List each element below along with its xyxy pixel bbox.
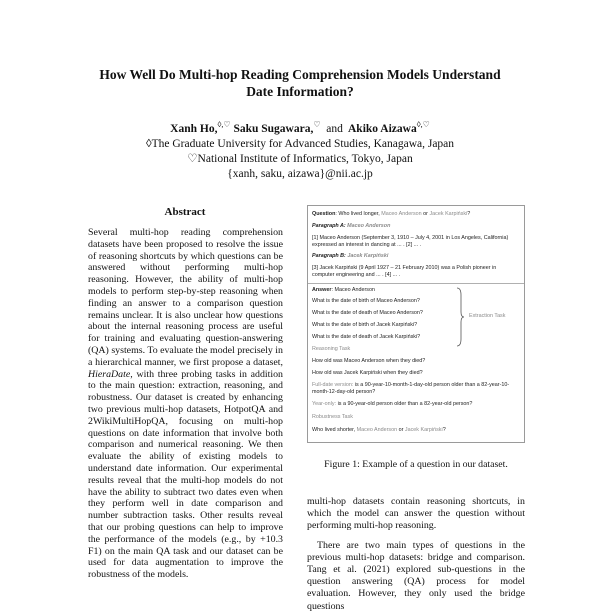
author-block bbox=[60, 117, 540, 182]
year-only-question: Year-only: is a 90-year-old person older than a 82-year-old person? bbox=[312, 401, 473, 407]
figure-paragraph-a-text: [1] Maceo Anderson (September 3, 1910 – July 4, 2001 in Los Angeles, California) expressed an interest in dancing at ... . [2] ... . bbox=[312, 235, 509, 249]
title-line-1: How Well Do Multi-hop Reading Comprehension Models Understand bbox=[99, 67, 501, 82]
body-paragraph-2: There are two main types of questions in the previous multi-hop datasets: bridge and comparison. Tang et al. (2021) explored sub-questions in the question answering (QA) process for model evaluation. However, they only used the bridge questions bbox=[307, 539, 525, 612]
robustness-task-label: Robustness Task bbox=[312, 414, 353, 420]
body-text-right bbox=[307, 496, 525, 613]
author-3: Akiko Aizawa bbox=[348, 122, 417, 135]
figure-answer: Answer: Maceo Anderson bbox=[312, 287, 375, 293]
reasoning-task-label: Reasoning Task bbox=[312, 346, 351, 352]
author-3-affil: ◊,♡ bbox=[416, 120, 430, 129]
reasoning-question-2: How old was Jacek Karpiński when they died? bbox=[312, 370, 423, 376]
reasoning-question-1: How old was Maceo Anderson when they died? bbox=[312, 358, 426, 364]
author-names bbox=[60, 117, 540, 137]
extraction-question-4: What is the date of death of Jacek Karpiński? bbox=[312, 334, 421, 340]
figure-question: Question: Who lived longer, Maceo Anderson or Jacek Karpiński? bbox=[312, 211, 471, 217]
full-date-question: Full-date version: is a 90-year-10-month-1-day-old person older than a 82-year-10-month-12-day-old person? bbox=[312, 382, 510, 396]
abstract-text bbox=[88, 227, 283, 581]
figure-1 bbox=[307, 205, 525, 443]
paper-title bbox=[40, 66, 560, 100]
extraction-question-2: What is the date of death of Maceo Anderson? bbox=[312, 310, 423, 316]
affiliation-2: ♡National Institute of Informatics, Tokyo, Japan bbox=[187, 152, 413, 165]
extraction-task-label: Extraction Task bbox=[469, 313, 506, 319]
author-and: and bbox=[326, 122, 343, 135]
affiliation-1: ◊The Graduate University for Advanced Studies, Kanagawa, Japan bbox=[145, 137, 455, 150]
extraction-question-1: What is the date of birth of Maceo Anderson? bbox=[312, 298, 420, 304]
extraction-brace-icon bbox=[456, 287, 464, 347]
figure-paragraph-a-title: Paragraph A: Maceo Anderson bbox=[312, 223, 391, 229]
author-1-affil: ◊,♡ bbox=[217, 120, 231, 129]
figure-caption: Figure 1: Example of a question in our dataset. bbox=[324, 459, 508, 470]
robustness-question: Who lived shorter, Maceo Anderson or Jacek Karpiński? bbox=[312, 427, 446, 433]
abstract-part-1: Several multi-hop reading comprehension datasets have been proposed to resolve the issue of reasoning shortcuts by which questions can be answered without performing multi-hop reasoning. However, the ability of multi-hop models to perform step-by-step reasoning when finding an answer to a comparison question remains unclear. It is also unclear how questions about the internal reasoning process are useful for training and evaluating question-answering (QA) systems. To evaluate the model precisely in a hierarchical manner, we first propose a dataset, bbox=[88, 227, 283, 368]
abstract-heading: Abstract bbox=[164, 206, 206, 218]
author-emails: {xanh, saku, aizawa}@nii.ac.jp bbox=[227, 167, 373, 180]
figure-paragraph-b-text: [3] Jacek Karpiński (9 April 1927 – 21 February 2010) was a Polish pioneer in computer engineering and ... . [4] ... . bbox=[312, 265, 497, 279]
author-2-affil: ♡ bbox=[313, 120, 321, 129]
author-1: Xanh Ho, bbox=[170, 122, 218, 135]
author-2: Saku Sugawara, bbox=[233, 122, 314, 135]
dataset-name: HieraDate bbox=[88, 368, 131, 380]
body-paragraph-1: multi-hop datasets contain reasoning shortcuts, in which the model can answer the question without performing multi-hop reasoning. bbox=[307, 496, 525, 532]
figure-paragraph-b-title: Paragraph B: Jacek Karpiński bbox=[312, 253, 389, 259]
abstract-part-2: , with three probing tasks in addition to the main question: extraction, reasoning, and robustness. Our dataset is created by enhancing two previous multi-hop datasets, HotpotQA and 2WikiMultiHopQA, focusing on multi-hop questions on date information that involve both comparison and numerical reasoning. We then evaluate the ability of existing models to understand date information. Our experimental results reveal that the multi-hop models do not have the ability to subtract two dates even when they perform well in date comparison and number subtraction tasks. Other results reveal that our probing questions can help to improve the performance of the models (e.g., by +10.3 F1) on the main QA task and our dataset can be used for data augmentation to improve the robustness of the models. bbox=[88, 368, 283, 581]
title-line-2: Date Information? bbox=[246, 84, 354, 99]
extraction-question-3: What is the date of birth of Jacek Karpiński? bbox=[312, 322, 418, 328]
figure-divider bbox=[308, 283, 524, 284]
